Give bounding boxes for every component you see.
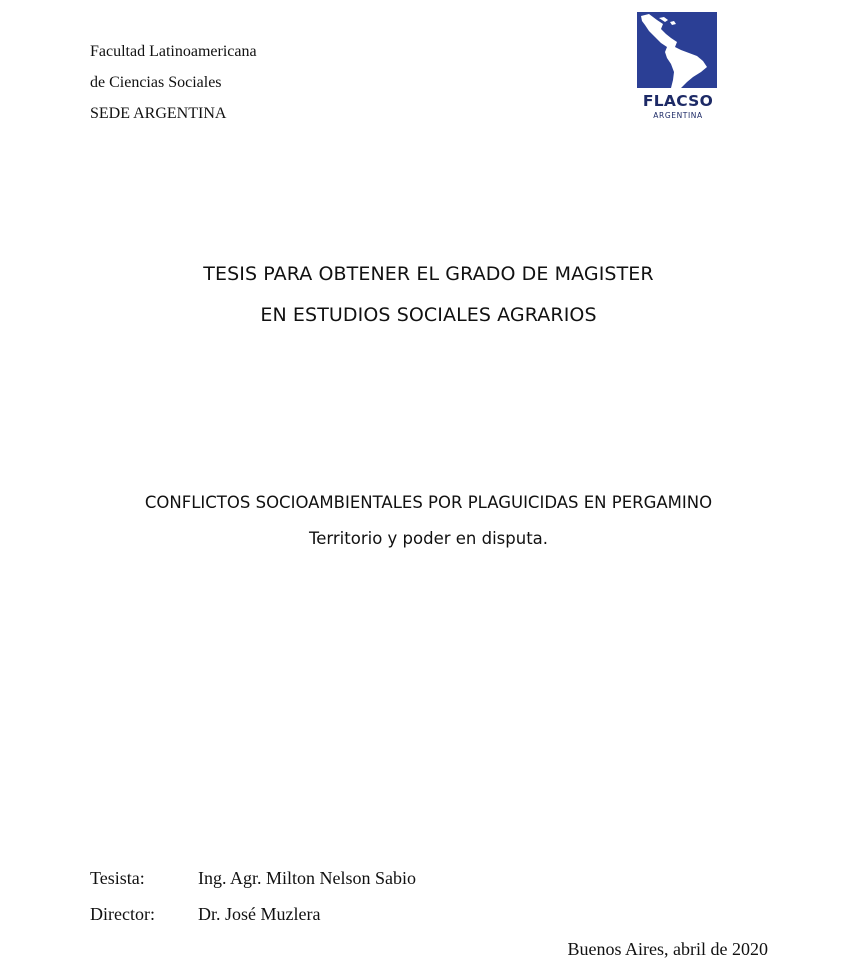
degree-title-line-2: EN ESTUDIOS SOCIALES AGRARIOS [260, 304, 597, 326]
director-label: Director: [90, 904, 155, 924]
institution-line-2: de Ciencias Sociales [90, 74, 222, 91]
author-name: Ing. Agr. Milton Nelson Sabio [198, 868, 417, 888]
author-row [90, 860, 416, 896]
thesis-title: CONFLICTOS SOCIOAMBIENTALES POR PLAGUICIDAS EN PERGAMINO [144, 493, 713, 512]
author-label: Tesista: [90, 868, 145, 888]
people-block [90, 860, 416, 932]
flacso-logo [636, 12, 722, 126]
thesis-subtitle: Territorio y poder en disputa. [308, 529, 549, 548]
institution-line-3: SEDE ARGENTINA [90, 105, 227, 122]
logo-subtitle: ARGENTINA [653, 111, 703, 120]
place-date: Buenos Aires, abril de 2020 [567, 939, 768, 959]
logo-name: FLACSO [642, 92, 714, 110]
director-row [90, 896, 416, 932]
thesis-heading [0, 485, 857, 557]
degree-title [0, 254, 857, 336]
institution-name [90, 36, 257, 129]
director-name: Dr. José Muzlera [198, 904, 321, 924]
latin-america-map-icon [637, 12, 717, 88]
institution-line-1: Facultad Latinoamericana [90, 43, 257, 60]
degree-title-line-1: TESIS PARA OBTENER EL GRADO DE MAGISTER [203, 263, 654, 285]
